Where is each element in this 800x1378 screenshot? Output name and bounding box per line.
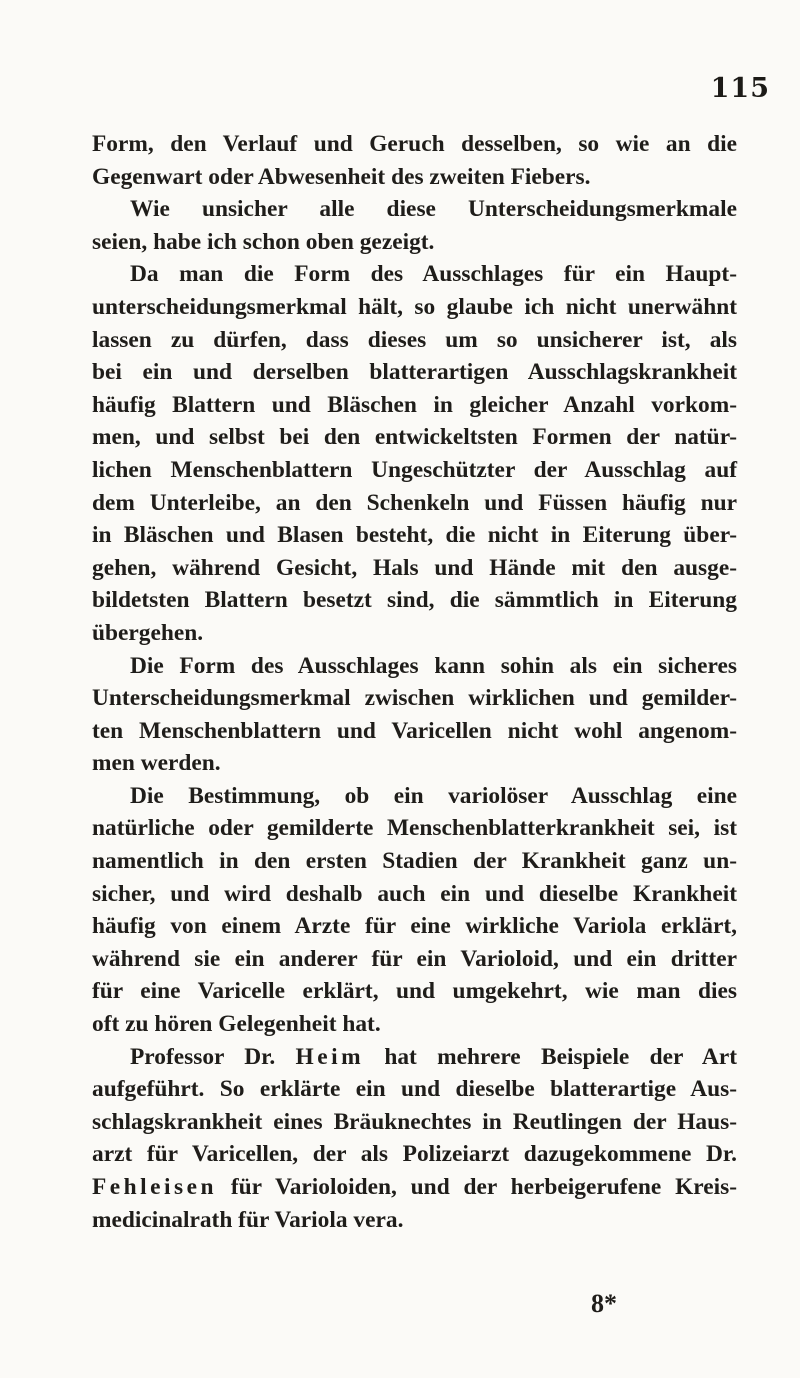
text-line: häufig Blattern und Bläschen in gleicher Anzahl vorkom- xyxy=(92,391,737,418)
text-line: men, und selbst bei den entwickeltsten Formen der natür- xyxy=(92,424,737,451)
text-line: men werden. xyxy=(92,750,221,777)
text-line: häufig von einem Arzte für eine wirkliche Variola erklärt, xyxy=(92,913,737,940)
text-line: bildetsten Blattern besetzt sind, die sämmtlich in Eiterung xyxy=(92,587,737,614)
page-number: 115 xyxy=(710,73,770,104)
text-line: lichen Menschenblattern Ungeschützter der Ausschlag auf xyxy=(92,456,737,483)
text-line xyxy=(92,1171,737,1204)
text-fragment: hat mehrere Beispiele der Art xyxy=(364,1043,737,1070)
text-line: Die Bestimmung, ob ein variolöser Ausschlag eine xyxy=(130,782,737,809)
text-line: seien, habe ich schon oben gezeigt. xyxy=(92,228,435,255)
body-text xyxy=(92,128,737,1236)
text-fragment: Professor Dr. xyxy=(130,1043,296,1070)
author-name-fehleisen: Fehleisen xyxy=(92,1174,218,1200)
text-line: Wie unsicher alle diese Unterscheidungsmerkmale xyxy=(130,196,737,223)
text-line: bei ein und derselben blatterartigen Ausschlagskrankheit xyxy=(92,359,737,386)
text-line: aufgeführt. So erklärte ein und dieselbe blatterartige Aus- xyxy=(92,1076,737,1103)
text-line: oft zu hören Gelegenheit hat. xyxy=(92,1011,381,1038)
signature-mark: 8* xyxy=(591,1289,617,1318)
text-line: unterscheidungsmerkmal hält, so glaube ich nicht unerwähnt xyxy=(92,293,737,320)
text-line: gehen, während Gesicht, Hals und Hände mit den ausge- xyxy=(92,554,737,581)
text-line: Form, den Verlauf und Geruch desselben, so wie an die xyxy=(92,131,737,157)
text-line: natürliche oder gemilderte Menschenblatterkrankheit sei, ist xyxy=(92,815,737,842)
text-line xyxy=(92,1041,737,1074)
author-name-heim: Heim xyxy=(295,1043,365,1070)
text-line: sicher, und wird deshalb auch ein und dieselbe Krankheit xyxy=(92,880,737,907)
text-line: dem Unterleibe, an den Schenkeln und Füssen häufig nur xyxy=(92,489,737,516)
text-line: medicinalrath für Variola vera. xyxy=(92,1206,404,1233)
text-line: Gegenwart oder Abwesenheit des zweiten Fiebers. xyxy=(92,163,591,190)
text-line: Unterscheidungsmerkmal zwischen wirklichen und gemilder- xyxy=(92,685,737,712)
text-line: namentlich in den ersten Stadien der Krankheit ganz un- xyxy=(92,848,737,875)
text-line: Die Form des Ausschlages kann sohin als ein sicheres xyxy=(130,652,737,679)
text-line: übergehen. xyxy=(92,619,204,646)
text-fragment: für Varioloiden, und der herbeigerufene Kreis- xyxy=(217,1174,737,1200)
text-line: für eine Varicelle erklärt, und umgekehrt, wie man dies xyxy=(92,978,737,1005)
text-line: in Bläschen und Blasen besteht, die nicht in Eiterung über- xyxy=(92,522,737,549)
text-line: lassen zu dürfen, dass dieses um so unsicherer ist, als xyxy=(92,326,737,353)
text-line: während sie ein anderer für ein Varioloid, und ein dritter xyxy=(92,945,737,972)
text-line: Da man die Form des Ausschlages für ein Haupt- xyxy=(130,261,737,288)
text-line: arzt für Varicellen, der als Polizeiarzt dazugekommene Dr. xyxy=(92,1141,737,1168)
text-line: schlagskrankheit eines Bräuknechtes in Reutlingen der Haus- xyxy=(92,1108,737,1135)
text-line: ten Menschenblattern und Varicellen nicht wohl angenom- xyxy=(92,717,737,744)
